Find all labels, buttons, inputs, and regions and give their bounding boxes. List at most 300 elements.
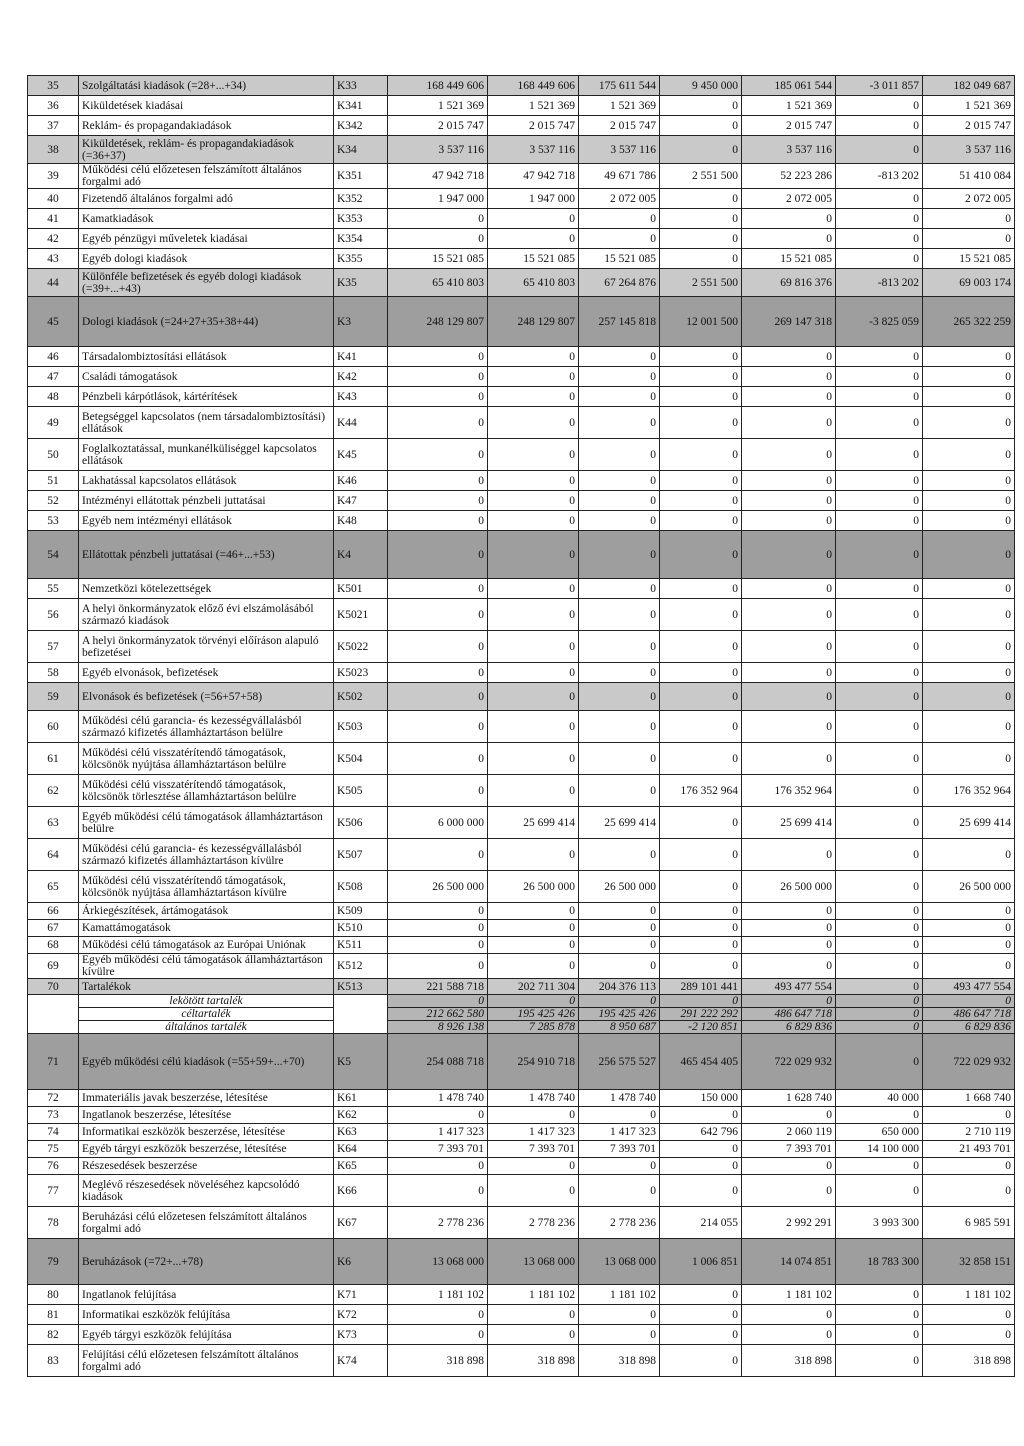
item-name: Ingatlanok felújítása	[79, 1285, 334, 1305]
item-name: Egyéb tárgyi eszközök beszerzése, létesítése	[79, 1141, 334, 1158]
amount-cell: 0	[388, 743, 488, 775]
amount-cell: 18 783 300	[836, 1239, 923, 1285]
amount-cell: 650 000	[836, 1124, 923, 1141]
amount-cell: 0	[836, 531, 923, 579]
amount-cell: 0	[836, 903, 923, 920]
item-name: Árkiegészítések, ártámogatások	[79, 903, 334, 920]
amount-cell: 195 425 426	[579, 1008, 660, 1021]
amount-cell: 0	[742, 743, 836, 775]
amount-cell: 0	[742, 407, 836, 439]
amount-cell: 0	[488, 1158, 579, 1175]
amount-cell: 0	[836, 347, 923, 367]
amount-cell: 168 449 606	[388, 76, 488, 96]
item-name: Felújítási célú előzetesen felszámított általános forgalmi adó	[79, 1345, 334, 1377]
item-code: K71	[334, 1285, 388, 1305]
table-row	[28, 1207, 1015, 1239]
amount-cell: 1 478 740	[388, 1090, 488, 1107]
amount-cell: 1 521 369	[923, 96, 1015, 116]
row-number: 59	[28, 683, 79, 711]
amount-cell: 176 352 964	[923, 775, 1015, 807]
item-code	[334, 1021, 388, 1034]
amount-cell: 265 322 259	[923, 297, 1015, 347]
amount-cell: 65 410 803	[488, 269, 579, 297]
amount-cell: 0	[660, 491, 742, 511]
amount-cell: 26 500 000	[923, 871, 1015, 903]
table-row	[28, 387, 1015, 407]
amount-cell: 493 477 554	[742, 979, 836, 995]
amount-cell: 14 100 000	[836, 1141, 923, 1158]
amount-cell: 254 088 718	[388, 1034, 488, 1090]
amount-cell: 168 449 606	[488, 76, 579, 96]
amount-cell: 0	[836, 775, 923, 807]
item-name: Működési célú támogatások az Európai Uniónak	[79, 937, 334, 954]
item-code: K510	[334, 920, 388, 937]
item-code: K508	[334, 871, 388, 903]
row-number: 61	[28, 743, 79, 775]
amount-cell: 221 588 718	[388, 979, 488, 995]
amount-cell: 0	[923, 491, 1015, 511]
item-code	[334, 1008, 388, 1021]
amount-cell: 1 521 369	[488, 96, 579, 116]
item-name: Nemzetközi kötelezettségek	[79, 579, 334, 599]
amount-cell: 2 072 005	[923, 189, 1015, 209]
item-code: K504	[334, 743, 388, 775]
amount-cell: 0	[923, 511, 1015, 531]
amount-cell: 0	[742, 491, 836, 511]
amount-cell: 0	[836, 743, 923, 775]
table-row	[28, 1345, 1015, 1377]
amount-cell: 3 537 116	[388, 136, 488, 164]
amount-cell: 0	[836, 807, 923, 839]
amount-cell: 0	[579, 954, 660, 979]
amount-cell: 0	[836, 491, 923, 511]
amount-cell: 0	[388, 229, 488, 249]
item-name: Részesedések beszerzése	[79, 1158, 334, 1175]
amount-cell: 1 006 851	[660, 1239, 742, 1285]
amount-cell: 26 500 000	[388, 871, 488, 903]
amount-cell: 0	[836, 839, 923, 871]
amount-cell: 8 926 138	[388, 1021, 488, 1034]
amount-cell: 493 477 554	[923, 979, 1015, 995]
amount-cell: 0	[836, 471, 923, 491]
row-number: 44	[28, 269, 79, 297]
amount-cell: 0	[923, 209, 1015, 229]
amount-cell: 25 699 414	[579, 807, 660, 839]
amount-cell: 0	[579, 367, 660, 387]
amount-cell: 3 993 300	[836, 1207, 923, 1239]
item-code: K4	[334, 531, 388, 579]
amount-cell: 0	[836, 920, 923, 937]
amount-cell: 1 181 102	[388, 1285, 488, 1305]
item-name: céltartalék	[79, 1008, 334, 1021]
item-name: Intézményi ellátottak pénzbeli juttatásai	[79, 491, 334, 511]
item-code: K353	[334, 209, 388, 229]
row-number: 73	[28, 1107, 79, 1124]
row-number: 41	[28, 209, 79, 229]
item-code: K509	[334, 903, 388, 920]
item-code: K61	[334, 1090, 388, 1107]
item-name: Elvonások és befizetések (=56+57+58)	[79, 683, 334, 711]
row-number: 37	[28, 116, 79, 136]
table-row	[28, 743, 1015, 775]
amount-cell: 69 816 376	[742, 269, 836, 297]
amount-cell: 9 450 000	[660, 76, 742, 96]
amount-cell: 0	[923, 743, 1015, 775]
item-code: K42	[334, 367, 388, 387]
amount-cell: 2 015 747	[388, 116, 488, 136]
row-number: 69	[28, 954, 79, 979]
table-row	[28, 1008, 1015, 1021]
amount-cell: 0	[488, 347, 579, 367]
amount-cell: 0	[579, 1158, 660, 1175]
amount-cell: 3 537 116	[488, 136, 579, 164]
item-code: K72	[334, 1305, 388, 1325]
table-row	[28, 471, 1015, 491]
amount-cell: 318 898	[923, 1345, 1015, 1377]
row-number: 48	[28, 387, 79, 407]
item-code: K341	[334, 96, 388, 116]
amount-cell: 0	[836, 1305, 923, 1325]
amount-cell: 0	[660, 1305, 742, 1325]
amount-cell: 0	[579, 511, 660, 531]
amount-cell: 0	[923, 347, 1015, 367]
amount-cell: 0	[579, 439, 660, 471]
item-name: Egyéb pénzügyi műveletek kiadásai	[79, 229, 334, 249]
amount-cell: 2 072 005	[742, 189, 836, 209]
amount-cell: 2 015 747	[923, 116, 1015, 136]
amount-cell: 0	[488, 491, 579, 511]
amount-cell: 0	[836, 1285, 923, 1305]
row-number: 68	[28, 937, 79, 954]
amount-cell: 0	[579, 839, 660, 871]
amount-cell: 7 393 701	[488, 1141, 579, 1158]
amount-cell: 0	[660, 839, 742, 871]
row-number: 81	[28, 1305, 79, 1325]
amount-cell: 0	[388, 599, 488, 631]
table-row	[28, 76, 1015, 96]
amount-cell: 0	[742, 663, 836, 683]
item-code: K503	[334, 711, 388, 743]
amount-cell: 2 778 236	[388, 1207, 488, 1239]
amount-cell: 0	[579, 775, 660, 807]
amount-cell: 257 145 818	[579, 297, 660, 347]
amount-cell: 0	[579, 599, 660, 631]
amount-cell: 0	[579, 1305, 660, 1325]
amount-cell: 0	[836, 1175, 923, 1207]
amount-cell: 0	[660, 920, 742, 937]
amount-cell: 0	[742, 1325, 836, 1345]
amount-cell: 0	[488, 937, 579, 954]
item-name: Egyéb dologi kiadások	[79, 249, 334, 269]
amount-cell: 6 829 836	[742, 1021, 836, 1034]
item-name: Pénzbeli kárpótlások, kártérítések	[79, 387, 334, 407]
item-name: Egyéb tárgyi eszközök felújítása	[79, 1325, 334, 1345]
amount-cell: 0	[488, 711, 579, 743]
amount-cell: 0	[579, 579, 660, 599]
item-code: K33	[334, 76, 388, 96]
row-number: 49	[28, 407, 79, 439]
item-code: K502	[334, 683, 388, 711]
amount-cell: 1 417 323	[579, 1124, 660, 1141]
amount-cell: 0	[488, 439, 579, 471]
amount-cell: 32 858 151	[923, 1239, 1015, 1285]
amount-cell: 0	[488, 511, 579, 531]
item-name: Működési célú visszatérítendő támogatások, kölcsönök törlesztése államháztartáson belülre	[79, 775, 334, 807]
table-row	[28, 995, 1015, 1008]
amount-cell: 0	[579, 407, 660, 439]
amount-cell: 1 521 369	[388, 96, 488, 116]
amount-cell: 0	[660, 1325, 742, 1345]
item-code: K355	[334, 249, 388, 269]
amount-cell: -813 202	[836, 269, 923, 297]
table-row	[28, 297, 1015, 347]
row-number: 76	[28, 1158, 79, 1175]
item-name: Egyéb működési célú támogatások államháztartáson kívülre	[79, 954, 334, 979]
amount-cell: 0	[742, 209, 836, 229]
amount-cell: 0	[923, 229, 1015, 249]
row-number: 72	[28, 1090, 79, 1107]
amount-cell: 12 001 500	[660, 297, 742, 347]
row-number: 82	[28, 1325, 79, 1345]
amount-cell: 49 671 786	[579, 164, 660, 189]
amount-cell: 722 029 932	[742, 1034, 836, 1090]
amount-cell: 722 029 932	[923, 1034, 1015, 1090]
amount-cell: 2 060 119	[742, 1124, 836, 1141]
item-name: Betegséggel kapcsolatos (nem társadalombiztosítási) ellátások	[79, 407, 334, 439]
amount-cell: 0	[388, 511, 488, 531]
amount-cell: 0	[836, 1325, 923, 1345]
item-code: K351	[334, 164, 388, 189]
table-row	[28, 491, 1015, 511]
amount-cell: 25 699 414	[923, 807, 1015, 839]
table-row	[28, 775, 1015, 807]
amount-cell: 0	[488, 229, 579, 249]
amount-cell: 0	[923, 1305, 1015, 1325]
amount-cell: 0	[660, 347, 742, 367]
amount-cell: 0	[836, 116, 923, 136]
table-row	[28, 407, 1015, 439]
amount-cell: 15 521 085	[742, 249, 836, 269]
table-row	[28, 1325, 1015, 1345]
item-code: K74	[334, 1345, 388, 1377]
table-row	[28, 937, 1015, 954]
amount-cell: 0	[579, 347, 660, 367]
table-row	[28, 116, 1015, 136]
amount-cell: 0	[742, 387, 836, 407]
item-code: K63	[334, 1124, 388, 1141]
table-row	[28, 683, 1015, 711]
amount-cell: 7 393 701	[388, 1141, 488, 1158]
amount-cell: 0	[488, 1175, 579, 1207]
row-number: 58	[28, 663, 79, 683]
row-number	[28, 1008, 79, 1021]
amount-cell: -2 120 851	[660, 1021, 742, 1034]
amount-cell: 69 003 174	[923, 269, 1015, 297]
amount-cell: 0	[579, 683, 660, 711]
amount-cell: 0	[660, 807, 742, 839]
table-row	[28, 807, 1015, 839]
row-number: 60	[28, 711, 79, 743]
item-name: Beruházási célú előzetesen felszámított általános forgalmi adó	[79, 1207, 334, 1239]
amount-cell: 0	[742, 471, 836, 491]
amount-cell: 0	[923, 683, 1015, 711]
table-row	[28, 579, 1015, 599]
item-name: A helyi önkormányzatok törvényi előíráson alapuló befizetései	[79, 631, 334, 663]
item-code: K5023	[334, 663, 388, 683]
amount-cell: 0	[923, 1158, 1015, 1175]
amount-cell: 2 778 236	[488, 1207, 579, 1239]
item-name: Meglévő részesedések növeléséhez kapcsolódó kiadások	[79, 1175, 334, 1207]
amount-cell: 25 699 414	[488, 807, 579, 839]
expenditure-table	[27, 75, 1015, 1377]
amount-cell: 25 699 414	[742, 807, 836, 839]
amount-cell: 47 942 718	[388, 164, 488, 189]
item-code: K513	[334, 979, 388, 995]
amount-cell: 176 352 964	[742, 775, 836, 807]
amount-cell: 0	[388, 367, 488, 387]
table-row	[28, 1107, 1015, 1124]
amount-cell: 0	[836, 209, 923, 229]
table-row	[28, 1285, 1015, 1305]
amount-cell: 0	[660, 249, 742, 269]
amount-cell: 7 393 701	[742, 1141, 836, 1158]
amount-cell: 0	[923, 954, 1015, 979]
amount-cell: 318 898	[488, 1345, 579, 1377]
amount-cell: 0	[488, 631, 579, 663]
amount-cell: 6 985 591	[923, 1207, 1015, 1239]
item-code: K512	[334, 954, 388, 979]
amount-cell: 0	[488, 839, 579, 871]
amount-cell: 0	[579, 491, 660, 511]
row-number	[28, 995, 79, 1008]
amount-cell: 0	[742, 954, 836, 979]
item-code: K507	[334, 839, 388, 871]
amount-cell: 0	[579, 631, 660, 663]
item-code: K43	[334, 387, 388, 407]
amount-cell: 0	[660, 189, 742, 209]
row-number: 47	[28, 367, 79, 387]
amount-cell: 0	[742, 511, 836, 531]
amount-cell: 26 500 000	[579, 871, 660, 903]
amount-cell: 0	[488, 1305, 579, 1325]
amount-cell: 0	[836, 663, 923, 683]
table-row	[28, 209, 1015, 229]
row-number: 66	[28, 903, 79, 920]
amount-cell: 0	[660, 407, 742, 439]
amount-cell: 0	[836, 96, 923, 116]
amount-cell: 0	[388, 775, 488, 807]
amount-cell: 0	[388, 954, 488, 979]
amount-cell: 0	[836, 136, 923, 164]
item-name: Egyéb működési célú támogatások államháztartáson belülre	[79, 807, 334, 839]
amount-cell: 0	[388, 711, 488, 743]
amount-cell: 0	[488, 367, 579, 387]
row-number: 64	[28, 839, 79, 871]
amount-cell: 0	[660, 954, 742, 979]
amount-cell: 0	[836, 1021, 923, 1034]
amount-cell: 0	[488, 995, 579, 1008]
amount-cell: 0	[923, 471, 1015, 491]
amount-cell: 0	[488, 743, 579, 775]
amount-cell: 0	[488, 209, 579, 229]
amount-cell: 0	[660, 579, 742, 599]
amount-cell: 1 947 000	[388, 189, 488, 209]
table-row	[28, 1124, 1015, 1141]
amount-cell: 1 521 369	[742, 96, 836, 116]
amount-cell: 0	[488, 599, 579, 631]
amount-cell: 0	[579, 471, 660, 491]
item-name: Informatikai eszközök felújítása	[79, 1305, 334, 1325]
amount-cell: 1 947 000	[488, 189, 579, 209]
amount-cell: 65 410 803	[388, 269, 488, 297]
amount-cell: 15 521 085	[388, 249, 488, 269]
amount-cell: 0	[388, 387, 488, 407]
amount-cell: 0	[388, 631, 488, 663]
item-name: Egyéb működési célú kiadások (=55+59+...+70)	[79, 1034, 334, 1090]
table-row	[28, 1021, 1015, 1034]
row-number: 42	[28, 229, 79, 249]
amount-cell: 256 575 527	[579, 1034, 660, 1090]
amount-cell: 0	[836, 995, 923, 1008]
table-row	[28, 1141, 1015, 1158]
amount-cell: 0	[660, 209, 742, 229]
amount-cell: 0	[742, 1107, 836, 1124]
amount-cell: 0	[836, 683, 923, 711]
item-name: Szolgáltatási kiadások (=28+...+34)	[79, 76, 334, 96]
amount-cell: 0	[660, 683, 742, 711]
item-code: K48	[334, 511, 388, 531]
amount-cell: 195 425 426	[488, 1008, 579, 1021]
table-row	[28, 96, 1015, 116]
item-name: Informatikai eszközök beszerzése, létesítése	[79, 1124, 334, 1141]
amount-cell: 0	[923, 839, 1015, 871]
amount-cell: 0	[923, 903, 1015, 920]
amount-cell: 0	[836, 229, 923, 249]
amount-cell: 15 521 085	[923, 249, 1015, 269]
table-row	[28, 1175, 1015, 1207]
amount-cell: 0	[388, 531, 488, 579]
amount-cell: 0	[488, 407, 579, 439]
amount-cell: 2 778 236	[579, 1207, 660, 1239]
item-name: lekötött tartalék	[79, 995, 334, 1008]
amount-cell: 0	[388, 347, 488, 367]
amount-cell: 202 711 304	[488, 979, 579, 995]
amount-cell: 0	[742, 531, 836, 579]
amount-cell: 0	[579, 995, 660, 1008]
item-name: Ellátottak pénzbeli juttatásai (=46+...+53)	[79, 531, 334, 579]
table-row	[28, 1239, 1015, 1285]
row-number: 83	[28, 1345, 79, 1377]
amount-cell: 0	[836, 979, 923, 995]
amount-cell: 3 537 116	[742, 136, 836, 164]
amount-cell: 0	[388, 1325, 488, 1345]
amount-cell: 0	[923, 579, 1015, 599]
item-code: K34	[334, 136, 388, 164]
amount-cell: 40 000	[836, 1090, 923, 1107]
table-row	[28, 136, 1015, 164]
amount-cell: 67 264 876	[579, 269, 660, 297]
amount-cell: 0	[923, 711, 1015, 743]
amount-cell: 0	[836, 937, 923, 954]
amount-cell: 0	[660, 1175, 742, 1207]
amount-cell: 0	[742, 903, 836, 920]
item-code: K501	[334, 579, 388, 599]
item-name: Különféle befizetések és egyéb dologi kiadások (=39+...+43)	[79, 269, 334, 297]
amount-cell: 0	[488, 531, 579, 579]
amount-cell: 0	[660, 96, 742, 116]
amount-cell: 465 454 405	[660, 1034, 742, 1090]
amount-cell: 0	[923, 920, 1015, 937]
